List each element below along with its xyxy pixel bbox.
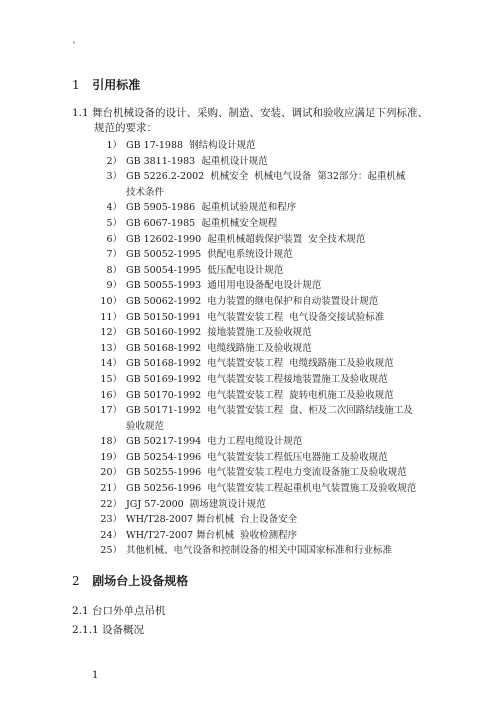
section-2-heading [72, 572, 188, 589]
list-item-text: GB 5905-1986 起重机试验规范和程序 [126, 202, 297, 214]
list-item-number: 18） [100, 436, 122, 448]
list-item-number: 13） [100, 342, 122, 354]
list-item-number: 3） [106, 171, 122, 183]
list-item [100, 185, 440, 201]
list-item-text: GB 50256-1996 电气装置安装工程起重机电气装置施工及验收规范 [126, 483, 417, 495]
list-item [100, 528, 440, 544]
list-item [100, 497, 440, 513]
list-item [100, 512, 440, 528]
list-item-text: 技术条件 [126, 186, 165, 198]
list-item [100, 216, 440, 232]
list-item [100, 232, 440, 248]
list-item [100, 138, 440, 154]
section-1-1-paragraph [72, 106, 432, 136]
list-item-text: GB 5226.2-2002 机械安全 机械电气设备 第32部分：起重机械 [126, 171, 406, 183]
list-item-text: 其他机械、电气设备和控制设备的相关中国国家标准和行业标准 [126, 545, 393, 557]
section-1-title: 引用标准 [92, 78, 141, 92]
list-item [100, 388, 440, 404]
list-item-number: 14） [100, 358, 122, 370]
list-item-number [100, 185, 122, 201]
list-item-text: GB 50160-1992 接地装置施工及验收规范 [126, 327, 312, 339]
list-item [100, 247, 440, 263]
list-item-number: 7） [106, 249, 122, 261]
section-1-1-line-1: 1.1 舞台机械设备的设计、采购、制造、安装、调试和验收应满足下列标准、 [72, 107, 429, 119]
list-item [100, 372, 440, 388]
list-item-number: 17） [100, 405, 122, 417]
list-item-number: 5） [106, 217, 122, 229]
list-item-number: 15） [100, 373, 122, 385]
list-item [100, 325, 440, 341]
list-item-text: WH/T28-2007 舞台机械 台上设备安全 [126, 514, 298, 526]
list-item [100, 310, 440, 326]
list-item [100, 465, 440, 481]
list-item-text: GB 50171-1992 电气装置安装工程 盘、柜及二次回路结线施工及 [126, 405, 413, 417]
section-1-1-line-2: 规范的要求： [94, 122, 157, 134]
list-item-number: 11） [100, 311, 122, 323]
list-item-number: 9） [106, 280, 122, 292]
list-item-number: 16） [100, 389, 122, 401]
list-item-text: 验收规范 [126, 420, 165, 432]
list-item-text: GB 50255-1996 电气装置安装工程电力变流设备施工及验收规范 [126, 467, 407, 479]
list-item-text: GB 50150-1991 电气装置安装工程 电气设备交接试验标准 [126, 311, 385, 323]
list-item-number: 1） [106, 140, 122, 151]
list-item-text: GB 50168-1992 电气装置安装工程 电缆线路施工及验收规范 [126, 358, 394, 370]
list-item-number: 21） [100, 483, 122, 495]
list-item-text: GB 50168-1992 电缆线路施工及验收规范 [126, 342, 312, 354]
list-item-number: 10） [100, 295, 122, 307]
list-item-text: GB 3811-1983 起重机设计规范 [126, 155, 268, 167]
list-item [100, 263, 440, 279]
list-item [100, 403, 440, 419]
list-item-number: 22） [100, 498, 122, 510]
list-item [100, 434, 440, 450]
standards-list [100, 138, 440, 559]
section-1-number: 1 [72, 78, 80, 92]
list-item-text: GB 50062-1992 电力装置的继电保护和自动装置设计规范 [126, 295, 379, 307]
list-item-text: GB 50170-1992 电气装置安装工程 旋转电机施工及验收规范 [126, 389, 394, 401]
section-2-number: 2 [72, 574, 80, 588]
list-item [100, 543, 440, 559]
page-number: 1 [92, 670, 99, 681]
list-item-number: 2） [106, 155, 122, 167]
list-item-text: GB 17-1988 钢结构设计规范 [126, 140, 256, 151]
list-item-text: JGJ 57-2000 剧场建筑设计规范 [126, 498, 266, 510]
section-2-1-1-heading: 2.1.1 设备概况 [72, 624, 145, 636]
section-2-1-heading: 2.1 台口外单点吊机 [72, 605, 166, 617]
list-item-text: GB 12602-1990 起重机械超载保护装置 安全技术规范 [126, 233, 366, 245]
list-item-text: GB 50054-1995 低压配电设计规范 [126, 264, 284, 276]
list-item-text: GB 50169-1992 电气装置安装工程接地装置施工及验收规范 [126, 373, 388, 385]
list-item [100, 341, 440, 357]
section-2-title: 剧场台上设备规格 [92, 574, 189, 588]
list-item-number: 19） [100, 451, 122, 463]
stray-mark: ` [72, 42, 77, 53]
list-item-number: 12） [100, 327, 122, 339]
list-item-number: 6） [106, 233, 122, 245]
list-item-text: GB 50217-1994 电力工程电缆设计规范 [126, 436, 303, 448]
list-item-text: GB 6067-1985 起重机械安全规程 [126, 217, 278, 229]
list-item-number [100, 419, 122, 435]
list-item-number: 24） [100, 529, 122, 541]
list-item [100, 450, 440, 466]
list-item-text: GB 50254-1996 电气装置安装工程低压电器施工及验收规范 [126, 451, 388, 463]
list-item [100, 294, 440, 310]
list-item-text: GB 50055-1993 通用用电设备配电设计规范 [126, 280, 322, 292]
list-item [100, 481, 440, 497]
list-item-text: WH/T27-2007 舞台机械 验收检测程序 [126, 529, 298, 541]
list-item [100, 169, 440, 185]
list-item-number: 20） [100, 467, 122, 479]
list-item [100, 154, 440, 170]
list-item [100, 200, 440, 216]
list-item [100, 278, 440, 294]
list-item [100, 419, 440, 435]
section-1-heading [72, 76, 140, 93]
list-item-number: 4） [106, 202, 122, 214]
list-item [100, 356, 440, 372]
list-item-number: 8） [106, 264, 122, 276]
list-item-text: GB 50052-1995 供配电系统设计规范 [126, 249, 293, 261]
list-item-number: 23） [100, 514, 122, 526]
list-item-number: 25） [100, 545, 122, 557]
